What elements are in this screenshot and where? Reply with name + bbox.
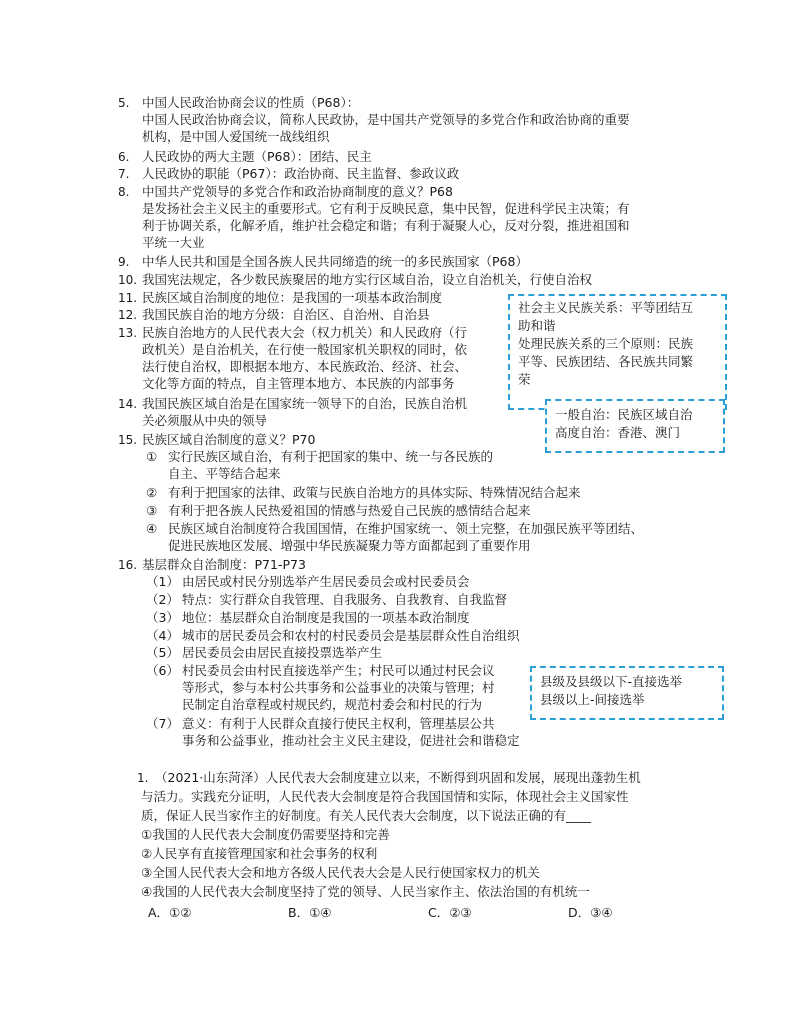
- sub-text: 有利于把各族人民热爱祖国的情感与热爱自己民族的感情结合起来: [168, 503, 531, 518]
- question-option: ③全国人民代表大会和地方各级人民代表大会是人民行使国家权力的机关: [141, 865, 540, 880]
- callout-text: 高度自治：香港、澳门: [555, 425, 681, 440]
- sub-marker: ④: [146, 521, 158, 536]
- item-text: 我国宪法规定，各少数民族聚居的地方实行区域自治，设立自治机关，行使自治权: [142, 272, 593, 287]
- question-number: 1.: [137, 771, 149, 785]
- item-number: 11.: [118, 291, 138, 305]
- callout-text: 处理民族关系的三个原则：民族: [518, 336, 694, 351]
- question-stem: 质，保证人民当家作主的好制度。有关人民代表大会制度，以下说法正确的有____: [141, 808, 592, 823]
- item-text: 民族区域自治制度的地位：是我国的一项基本政治制度: [142, 290, 443, 305]
- sub-marker: ③: [146, 503, 158, 518]
- item-text: 我国民族区域自治是在国家统一领导下的自治，民族自治机: [142, 396, 468, 411]
- item-text: 是发扬社会主义民主的重要形式。它有利于反映民意，集中民智，促进科学民主决策；有: [142, 201, 630, 216]
- sub-text: 意义：有利于人民群众直接行使民主权利，管理基层公共: [182, 716, 495, 731]
- sub-marker: （7）: [146, 716, 179, 731]
- item-number: 14.: [118, 397, 138, 411]
- question-stem: 与活力。实践充分证明，人民代表大会制度是符合我国国情和实际，体现社会主义国家性: [141, 789, 629, 804]
- item-number: 8.: [118, 185, 130, 199]
- item-text: 政机关）是自治机关，在行使一般国家机关职权的同时，依: [142, 342, 468, 357]
- item-text: 中华人民共和国是全国各族人民共同缔造的统一的多民族国家（P68）: [142, 254, 528, 269]
- callout-text: 社会主义民族关系：平等团结互: [518, 300, 694, 315]
- item-text: 利于协调关系，化解矛盾，维护社会稳定和谐；有利于凝聚人心，反对分裂，推进祖国和: [142, 218, 630, 233]
- sub-text: 促进民族地区发展、增强中华民族凝聚力等方面都起到了重要作用: [168, 538, 531, 553]
- question-option: ①我国的人民代表大会制度仍需要坚持和完善: [141, 827, 390, 842]
- item-text: 人民政协的两大主题（P68）：团结、民主: [142, 149, 372, 164]
- sub-text: 特点：实行群众自我管理、自我服务、自我教育、自我监督: [182, 592, 508, 607]
- callout-text: 助和谐: [518, 318, 556, 333]
- item-number: 15.: [118, 433, 138, 447]
- sub-text: 城市的居民委员会和农村的村民委员会是基层群众性自治组织: [182, 628, 520, 643]
- question-option: ②人民享有直接管理国家和社会事务的权利: [141, 846, 378, 861]
- sub-marker: （2）: [146, 592, 179, 607]
- callout-text: 县级及县级以下-直接选举: [540, 674, 683, 689]
- answer-choice-c[interactable]: C．②③: [428, 905, 472, 920]
- item-text: 中国人民政治协商会议，简称人民政协，是中国共产党领导的多党合作和政治协商的重要: [142, 112, 630, 127]
- item-text: 人民政协的职能（P67）：政治协商、民主监督、参政议政: [142, 166, 460, 181]
- item-number: 16.: [118, 558, 138, 572]
- item-text: 平统一大业: [142, 235, 205, 250]
- item-number: 6.: [118, 150, 130, 164]
- item-number: 5.: [118, 96, 130, 110]
- item-number: 7.: [118, 167, 130, 181]
- callout-text: 一般自治：民族区域自治: [555, 407, 693, 422]
- sub-text: 实行民族区域自治，有利于把国家的集中、统一与各民族的: [168, 449, 494, 464]
- sub-marker: （5）: [146, 645, 179, 660]
- callout-text: 荣: [518, 372, 531, 387]
- sub-marker: ①: [146, 449, 158, 464]
- sub-text: 有利于把国家的法律、政策与民族自治地方的具体实际、特殊情况结合起来: [168, 485, 581, 500]
- sub-marker: （4）: [146, 628, 179, 643]
- sub-text: 由居民或村民分别选举产生居民委员会或村民委员会: [182, 574, 470, 589]
- sub-text: 地位：基层群众自治制度是我国的一项基本政治制度: [182, 610, 470, 625]
- sub-marker: （3）: [146, 610, 179, 625]
- item-title: 中国人民政治协商会议的性质（P68）：: [142, 95, 360, 110]
- item-number: 9.: [118, 255, 130, 269]
- callout-autonomy-types: [545, 399, 725, 453]
- sub-text: 村民委员会由村民直接选举产生；村民可以通过村民会议: [182, 663, 495, 678]
- item-number: 10.: [118, 273, 138, 287]
- callout-text: 县级以上-间接选举: [540, 692, 645, 707]
- item-title: 中国共产党领导的多党合作和政治协商制度的意义？P68: [142, 184, 453, 199]
- sub-text: 民制定自治章程或村规民约，规范村委会和村民的行为: [182, 697, 483, 712]
- item-title: 基层群众自治制度：P71-P73: [142, 557, 306, 572]
- item-number: 12.: [118, 308, 138, 322]
- sub-marker: ②: [146, 485, 158, 500]
- item-number: 13.: [118, 326, 138, 340]
- item-text: 法行使自治权，即根据本地方、本民族政治、经济、社会、: [142, 359, 468, 374]
- item-text: 民族自治地方的人民代表大会（权力机关）和人民政府（行: [142, 325, 468, 340]
- sub-text: 等形式，参与本村公共事务和公益事业的决策与管理；村: [182, 680, 495, 695]
- callout-election-levels: [530, 666, 724, 720]
- sub-marker: （1）: [146, 574, 179, 589]
- sub-text: 居民委员会由居民直接投票选举产生: [182, 645, 383, 660]
- question-option: ④我国的人民代表大会制度坚持了党的领导、人民当家作主、依法治国的有机统一: [141, 884, 590, 899]
- answer-choice-a[interactable]: A．①②: [148, 905, 192, 920]
- item-title: 民族区域自治制度的意义？P70: [142, 432, 316, 447]
- item-text: 关必须服从中央的领导: [142, 413, 268, 428]
- answer-choice-b[interactable]: B．①④: [288, 905, 332, 920]
- answer-choice-d[interactable]: D．③④: [568, 905, 613, 920]
- sub-marker: （6）: [146, 663, 179, 678]
- callout-text: 平等、民族团结、各民族共同繁: [518, 354, 694, 369]
- item-text: 文化等方面的特点，自主管理本地方、本民族的内部事务: [142, 376, 455, 391]
- sub-text: 自主、平等结合起来: [168, 466, 281, 481]
- sub-text: 民族区域自治制度符合我国国情，在维护国家统一、领土完整，在加强民族平等团结、: [168, 521, 644, 536]
- callout-ethnic-relations: [508, 294, 727, 410]
- question-stem: （2021·山东菏泽）人民代表大会制度建立以来，不断得到巩固和发展，展现出蓬勃生机: [155, 770, 641, 785]
- item-text: 我国民族自治的地方分级：自治区、自治州、自治县: [142, 307, 430, 322]
- item-text: 机构，是中国人爱国统一战线组织: [142, 129, 330, 144]
- sub-text: 事务和公益事业，推动社会主义民主建设，促进社会和谐稳定: [182, 733, 520, 748]
